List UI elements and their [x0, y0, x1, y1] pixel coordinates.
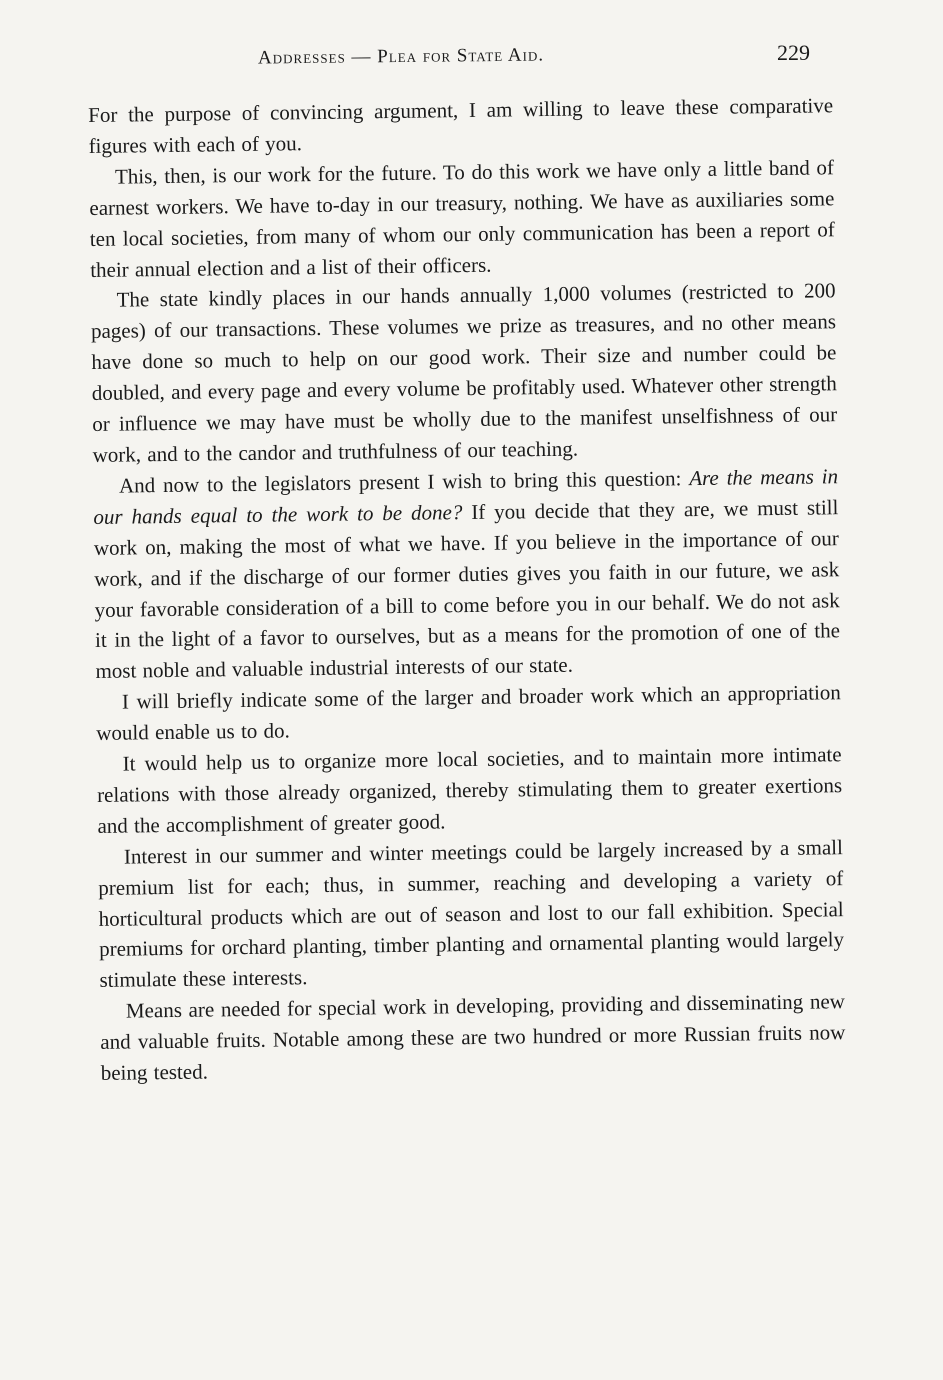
page-body — [88, 90, 846, 1089]
paragraph-2: This, then, is our work for the future. To do this work we have only a little band of earnest workers. We have to-day in our treasury, nothing. We have as auxiliaries some ten local societies, from many of whom our only communication has been a report of their annual election and a list of their officers. — [89, 155, 835, 282]
paragraph-8: Means are needed for special work in developing, providing and disseminating new and valuable fruits. Notable among these are two hundred or more Russian fruits now being tested. — [100, 989, 846, 1086]
paragraph-3: The state kindly places in our hands annually 1,000 volumes (restricted to 200 pages) of our transactions. These volumes we prize as treasures, and no other means have done so much to help on our good work. Their size and number could be doubled, and every page and every volume be profitably used. Whatever other strength or influence we may have must be wholly due to the manifest unselfishness of our work, and to the candor and truthfulness of our teaching. — [90, 278, 838, 467]
paragraph-5: I will briefly indicate some of the larger and broader work which an appropriation would enable us to do. — [96, 680, 841, 746]
paragraph-4-lead: And now to the legislators present I wish to bring this question: — [118, 466, 690, 498]
page-header — [88, 40, 810, 70]
paragraph-4-rest: If you decide that they are, we must still work on, making the most of what we have. If you believe in the importance of our work, and if the discharge of our former duties gives you faith in our future, we ask your favorable consideration of a bill to come before you in our behalf. We do not ask it in the light of a favor to ourselves, but as a means for the promotion of one of the most noble and valuable industrial interests of our state. — [93, 494, 841, 684]
italic-question: Are the means in our hands equal to the work to be done? — [93, 464, 839, 529]
running-title: Addresses — Plea for State Aid. — [257, 44, 545, 69]
paragraph-4 — [93, 461, 841, 687]
paragraph-6: It would help us to organize more local societies, and to maintain more intimate relations with those already organized, thereby stimulating them to greater exertions and the accomplishment of greater good. — [96, 742, 843, 838]
page-number: 229 — [777, 40, 810, 65]
paragraph-7: Interest in our summer and winter meetings could be largely increased by a small premium list for each; thus, in summer, reaching and developing a variety of horticultural products which are out of season and lost to our fall exhibition. Special premiums for orchard planting, timber planting and ornamental planting would largely stimulate these interests. — [98, 834, 845, 993]
paragraph-1: For the purpose of convincing argument, I am willing to leave these comparative figures with each of you. — [88, 93, 834, 158]
